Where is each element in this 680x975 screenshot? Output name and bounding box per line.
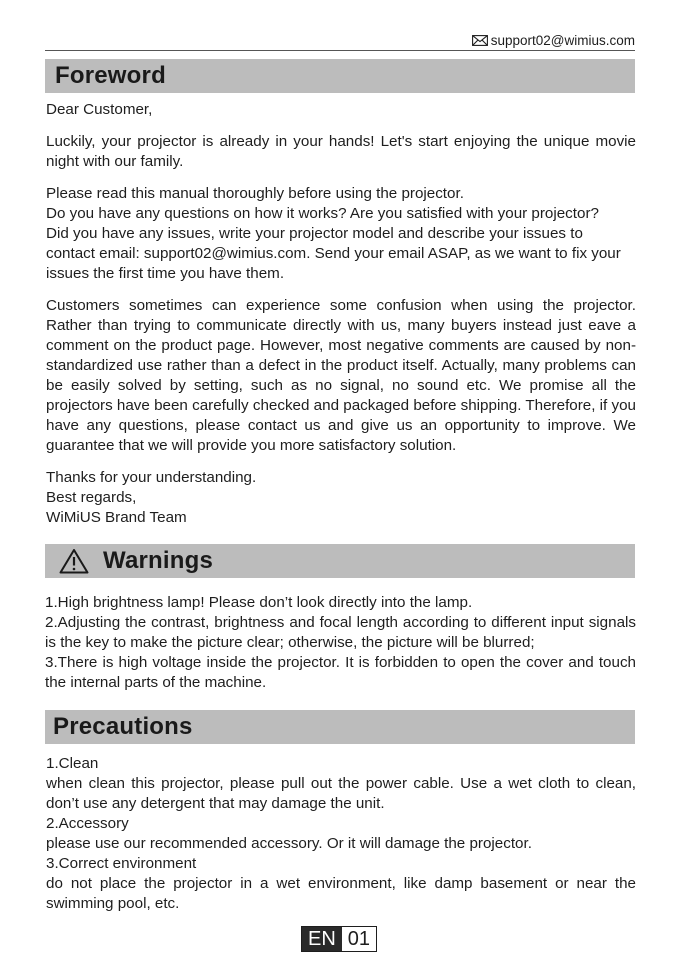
precautions-title: Precautions: [53, 713, 193, 740]
precaution-heading: 3.Correct environment: [46, 855, 197, 872]
foreword-paragraph-3: Customers sometimes can experience some confusion when using the projector. Rather than trying to communicate directly with us, many buyers instead just eave a comment on the product page. However, most negative comments are caused by non-standardized use rather than a defect in the product itself. Actually, many problems can be easily solved by setting, such as no signal, no sound etc. We promise all the projectors have been carefully checked and packaged before shipping. Therefore, if you have any questions, please contact us and give us an opportunity to improve. We guarantee that we will provide you more satisfactory solution.: [46, 297, 636, 454]
closing-line: Thanks for your understanding.: [46, 469, 257, 486]
warning-item: 1.High brightness lamp! Please don’t look directly into the lamp.: [45, 594, 473, 611]
header-email: [472, 33, 635, 48]
page-number-badge: [301, 926, 377, 952]
warning-triangle-icon: [59, 548, 89, 574]
warning-item: 2.Adjusting the contrast, brightness and focal length according to different input signals is the key to make the picture clear; otherwise, the picture will be blurred;: [45, 614, 636, 651]
precautions-list: [46, 754, 636, 914]
closing-line: Best regards,: [46, 489, 137, 506]
foreword-title: Foreword: [55, 62, 166, 89]
foreword-body: [46, 100, 636, 528]
header-divider: [45, 50, 635, 51]
precaution-text: when clean this projector, please pull out the power cable. Use a wet cloth to clean, don’t use any detergent that may damage the unit.: [46, 775, 636, 812]
language-label: EN: [302, 927, 342, 951]
foreword-paragraph-2-line-3: Did you have any issues, write your projector model and describe your issues to contact email: support02@wimius.com. Send your email ASAP, as we want to fix your issues the first time you have them.: [46, 225, 621, 282]
signature: WiMiUS Brand Team: [46, 509, 187, 526]
warnings-header: [45, 544, 635, 578]
page-number: 01: [342, 927, 376, 951]
warnings-list: [45, 593, 636, 693]
foreword-header: [45, 59, 635, 93]
foreword-paragraph-1: Luckily, your projector is already in your hands! Let's start enjoying the unique movie night with our family.: [46, 133, 636, 170]
precaution-text: please use our recommended accessory. Or it will damage the projector.: [46, 835, 532, 852]
precaution-text: do not place the projector in a wet environment, like damp basement or near the swimming pool, etc.: [46, 875, 636, 912]
precautions-header: [45, 710, 635, 744]
foreword-paragraph-2-line-1: Please read this manual thoroughly before using the projector.: [46, 185, 464, 202]
foreword-paragraph-2-line-2: Do you have any questions on how it works? Are you satisfied with your projector?: [46, 205, 599, 222]
envelope-icon: [472, 35, 488, 46]
warnings-title: Warnings: [103, 547, 214, 574]
warning-item: 3.There is high voltage inside the projector. It is forbidden to open the cover and touch the internal parts of the machine.: [45, 654, 636, 691]
precaution-heading: 1.Clean: [46, 755, 99, 772]
greeting: Dear Customer,: [46, 101, 153, 118]
precaution-heading: 2.Accessory: [46, 815, 129, 832]
header-email-text[interactable]: support02@wimius.com: [490, 33, 635, 48]
